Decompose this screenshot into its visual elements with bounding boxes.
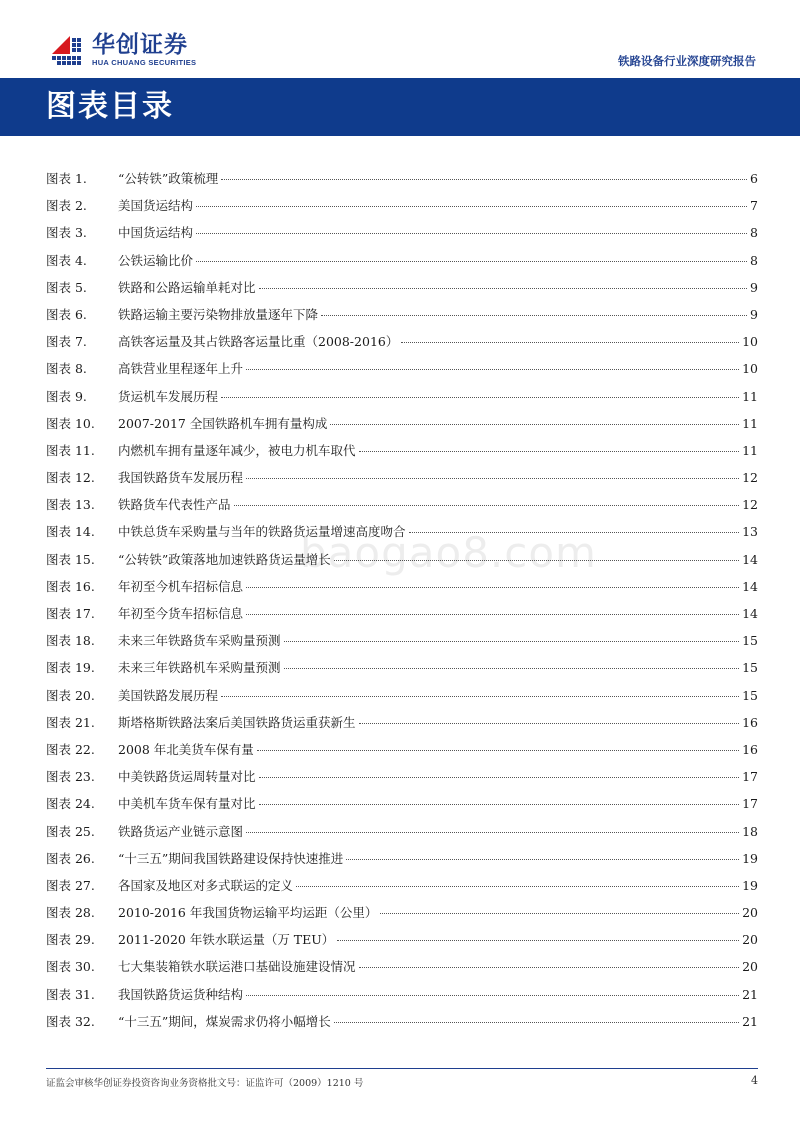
toc-entry[interactable]	[46, 877, 758, 904]
toc-entry-label: 图表 5.	[46, 279, 87, 295]
toc-entry-label: 图表 7.	[46, 334, 87, 350]
toc-entry[interactable]	[46, 795, 758, 822]
toc-entry[interactable]	[46, 578, 758, 605]
toc-entry[interactable]	[46, 551, 758, 578]
toc-entry-title: 货运机车发展历程	[118, 388, 219, 404]
toc-entry-page: 16	[742, 714, 758, 730]
toc-entry-page: 20	[742, 959, 758, 975]
toc-entry[interactable]	[46, 197, 758, 224]
toc-dot-leader	[259, 777, 740, 778]
toc-entry-title: 铁路货车代表性产品	[118, 497, 231, 513]
toc-entry[interactable]	[46, 823, 758, 850]
toc-entry-label: 图表 4.	[46, 252, 87, 268]
toc-dot-leader	[409, 532, 740, 533]
page-header	[0, 0, 800, 140]
toc-entry-page: 15	[742, 687, 758, 703]
toc-entry-label: 图表 9.	[46, 388, 87, 404]
logo-english-name: HUA CHUANG SECURITIES	[92, 58, 197, 67]
toc-entry-label: 图表 11.	[46, 442, 95, 458]
toc-dot-leader	[284, 641, 740, 642]
toc-entry-label: 图表 15.	[46, 551, 95, 567]
toc-dot-leader	[359, 451, 740, 452]
toc-entry-page: 10	[742, 361, 758, 377]
toc-dot-leader	[401, 342, 739, 343]
toc-entry-page: 11	[742, 442, 758, 458]
toc-entry-title: 内燃机车拥有量逐年减少，被电力机车取代	[118, 442, 356, 458]
toc-dot-leader	[359, 723, 740, 724]
toc-entry[interactable]	[46, 741, 758, 768]
toc-entry[interactable]	[46, 224, 758, 251]
toc-entry-title: “十三五”期间我国铁路建设保持快速推进	[118, 850, 344, 866]
logo-chinese-name: 华创证券	[92, 32, 188, 58]
toc-dot-leader	[259, 804, 740, 805]
toc-entry[interactable]	[46, 850, 758, 877]
toc-entry-title: 我国铁路货车发展历程	[118, 470, 244, 486]
toc-entry-label: 图表 13.	[46, 497, 95, 513]
toc-entry-title: 中美铁路货运周转量对比	[118, 769, 256, 785]
toc-entry[interactable]	[46, 415, 758, 442]
toc-entry-page: 21	[742, 1013, 758, 1029]
toc-entry-page: 13	[742, 524, 758, 540]
toc-entry[interactable]	[46, 1013, 758, 1040]
toc-entry-label: 图表 27.	[46, 877, 95, 893]
toc-entry-label: 图表 1.	[46, 171, 87, 186]
toc-entry-label: 图表 2.	[46, 198, 87, 214]
toc-entry-page: 14	[742, 578, 758, 594]
watermark: baogao8.com	[300, 528, 597, 577]
toc-entry-label: 图表 23.	[46, 769, 95, 785]
toc-dot-leader	[337, 940, 739, 941]
toc-entry-title: 中铁总货车采购量与当年的铁路货运量增速高度吻合	[118, 524, 406, 540]
toc-entry-label: 图表 12.	[46, 470, 95, 486]
toc-entry[interactable]	[46, 632, 758, 659]
toc-entry-page: 8	[750, 252, 758, 268]
toc-entry[interactable]	[46, 768, 758, 795]
footer-divider	[46, 1068, 758, 1069]
toc-dot-leader	[380, 913, 739, 914]
toc-entry-label: 图表 31.	[46, 986, 95, 1002]
toc-entry-label: 图表 25.	[46, 823, 95, 839]
title-banner	[0, 78, 800, 136]
toc-entry-title: 未来三年铁路货车采购量预测	[118, 633, 281, 649]
toc-entry-page: 20	[742, 932, 758, 948]
toc-entry-page: 7	[750, 198, 758, 214]
toc-entry[interactable]	[46, 333, 758, 360]
toc-entry-page: 19	[742, 877, 758, 893]
toc-entry-page: 9	[750, 279, 758, 295]
toc-dot-leader	[259, 288, 748, 289]
toc-dot-leader	[246, 369, 739, 370]
toc-entry-page: 9	[750, 306, 758, 322]
toc-entry-title: 我国铁路货运货种结构	[118, 986, 244, 1002]
toc-entry-label: 图表 32.	[46, 1013, 95, 1029]
toc-dot-leader	[330, 424, 739, 425]
toc-dot-leader	[246, 832, 739, 833]
toc-dot-leader	[257, 750, 739, 751]
toc-entry-title: 2007-2017 全国铁路机车拥有量构成	[118, 415, 328, 431]
toc-entry-label: 图表 18.	[46, 633, 95, 649]
toc-entry-title: 铁路货运产业链示意图	[118, 823, 244, 839]
toc-entry-title: 高铁客运量及其占铁路客运量比重（2008-2016）	[118, 334, 399, 350]
toc-entry-page: 17	[742, 769, 758, 785]
toc-entry[interactable]	[46, 714, 758, 741]
toc-entry-title: “十三五”期间，煤炭需求仍将小幅增长	[118, 1013, 331, 1029]
toc-entry[interactable]	[46, 496, 758, 523]
toc-entry-title: 2011-2020 年铁水联运量（万 TEU）	[118, 932, 335, 948]
toc-entry-label: 图表 26.	[46, 850, 95, 866]
toc-entry-page: 19	[742, 850, 758, 866]
toc-entry-title: 未来三年铁路机车采购量预测	[118, 660, 281, 676]
logo-mark-icon	[46, 30, 86, 70]
toc-entry[interactable]	[46, 605, 758, 632]
toc-entry-page: 10	[742, 334, 758, 350]
toc-entry-title: 高铁营业里程逐年上升	[118, 361, 244, 377]
toc-entry-label: 图表 16.	[46, 578, 95, 594]
toc-entry[interactable]	[46, 469, 758, 496]
toc-dot-leader	[234, 505, 740, 506]
toc-dot-leader	[246, 478, 739, 479]
toc-entry-title: 中国货运结构	[118, 225, 194, 241]
toc-entry-label: 图表 24.	[46, 796, 95, 812]
toc-entry-label: 图表 8.	[46, 361, 87, 377]
toc-dot-leader	[334, 560, 739, 561]
toc-dot-leader	[221, 179, 747, 180]
toc-entry-page: 21	[742, 986, 758, 1002]
toc-entry[interactable]	[46, 442, 758, 469]
toc-entry-label: 图表 17.	[46, 606, 95, 621]
toc-entry-title: 2008 年北美货车保有量	[118, 741, 254, 757]
figure-list	[46, 170, 758, 1040]
toc-entry-title: “公转铁”政策落地加速铁路货运量增长	[118, 551, 331, 567]
toc-entry-title: “公转铁”政策梳理	[118, 171, 219, 186]
toc-entry[interactable]	[46, 659, 758, 686]
toc-entry[interactable]	[46, 279, 758, 306]
toc-entry-page: 11	[742, 415, 758, 431]
page-number: 4	[751, 1074, 758, 1087]
toc-entry-page: 12	[742, 470, 758, 486]
toc-dot-leader	[346, 859, 739, 860]
toc-entry-label: 图表 20.	[46, 687, 95, 703]
toc-entry[interactable]	[46, 306, 758, 333]
toc-entry-page: 18	[742, 823, 758, 839]
toc-entry-label: 图表 29.	[46, 932, 95, 948]
toc-dot-leader	[196, 261, 747, 262]
toc-entry-page: 12	[742, 497, 758, 513]
toc-entry-page: 14	[742, 551, 758, 567]
toc-entry-page: 14	[742, 606, 758, 621]
toc-dot-leader	[221, 696, 739, 697]
toc-entry-page: 6	[750, 171, 758, 186]
toc-dot-leader	[246, 587, 739, 588]
toc-dot-leader	[284, 668, 740, 669]
toc-entry-page: 8	[750, 225, 758, 241]
toc-entry-title: 七大集装箱铁水联运港口基础设施建设情况	[118, 959, 356, 975]
toc-entry[interactable]	[46, 523, 758, 550]
toc-entry[interactable]	[46, 986, 758, 1013]
toc-entry[interactable]	[46, 958, 758, 985]
toc-entry-label: 图表 14.	[46, 524, 95, 540]
report-name: 铁路设备行业深度研究报告	[618, 54, 756, 68]
toc-entry-label: 图表 22.	[46, 741, 95, 757]
toc-entry-title: 2010-2016 年我国货物运输平均运距（公里）	[118, 905, 378, 921]
toc-entry-title: 年初至今机车招标信息	[118, 578, 244, 594]
toc-dot-leader	[196, 233, 747, 234]
toc-entry[interactable]	[46, 931, 758, 958]
company-logo	[46, 30, 196, 70]
footer-disclaimer: 证监会审核华创证券投资咨询业务资格批文号：证监许可（2009）1210 号	[46, 1078, 364, 1089]
toc-entry-title: 美国铁路发展历程	[118, 687, 219, 703]
toc-dot-leader	[296, 886, 739, 887]
toc-dot-leader	[246, 614, 739, 615]
toc-entry-label: 图表 28.	[46, 905, 95, 921]
toc-entry-title: 铁路运输主要污染物排放量逐年下降	[118, 306, 319, 322]
toc-entry-title: 美国货运结构	[118, 198, 194, 214]
toc-entry[interactable]	[46, 388, 758, 415]
toc-entry-label: 图表 19.	[46, 660, 95, 676]
toc-entry-label: 图表 6.	[46, 306, 87, 322]
toc-dot-leader	[221, 397, 739, 398]
toc-entry-title: 铁路和公路运输单耗对比	[118, 279, 256, 295]
toc-entry-title: 年初至今货车招标信息	[118, 606, 244, 621]
toc-entry-page: 11	[742, 388, 758, 404]
toc-entry[interactable]	[46, 252, 758, 279]
toc-entry[interactable]	[46, 170, 758, 197]
toc-entry-label: 图表 10.	[46, 415, 95, 431]
toc-entry-page: 15	[742, 660, 758, 676]
toc-entry-title: 斯塔格斯铁路法案后美国铁路货运重获新生	[118, 714, 356, 730]
toc-dot-leader	[196, 206, 747, 207]
toc-dot-leader	[246, 995, 739, 996]
toc-entry-page: 17	[742, 796, 758, 812]
page-title: 图表目录	[46, 89, 174, 124]
toc-entry-page: 20	[742, 905, 758, 921]
toc-entry-page: 16	[742, 741, 758, 757]
toc-entry-title: 各国家及地区对多式联运的定义	[118, 877, 294, 893]
toc-dot-leader	[334, 1022, 739, 1023]
toc-entry-label: 图表 3.	[46, 225, 87, 241]
toc-dot-leader	[359, 967, 740, 968]
toc-entry-label: 图表 30.	[46, 959, 95, 975]
toc-entry[interactable]	[46, 904, 758, 931]
toc-entry-label: 图表 21.	[46, 714, 95, 730]
toc-entry-page: 15	[742, 633, 758, 649]
toc-entry-title: 公铁运输比价	[118, 252, 194, 268]
toc-dot-leader	[321, 315, 747, 316]
toc-entry[interactable]	[46, 360, 758, 387]
toc-entry-title: 中美机车货车保有量对比	[118, 796, 256, 812]
toc-entry[interactable]	[46, 687, 758, 714]
